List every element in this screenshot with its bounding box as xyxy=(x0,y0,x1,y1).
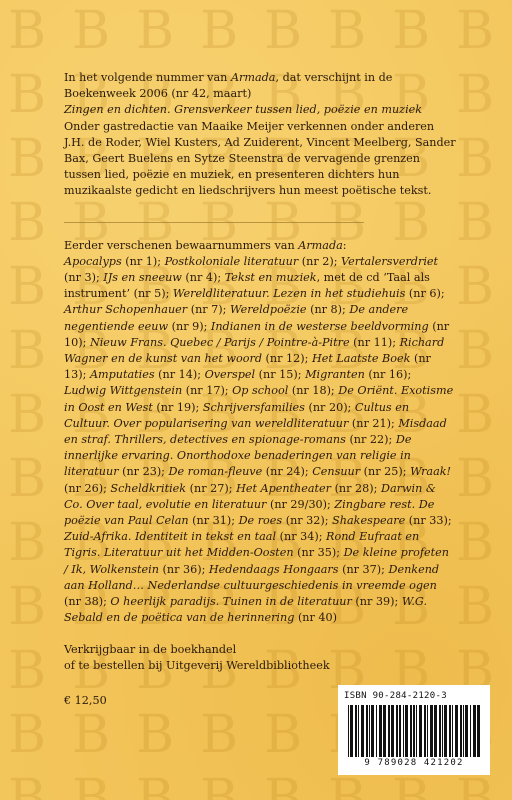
barcode-bar xyxy=(383,705,386,757)
issue-title: Wereldliteratuur. Lezen in het studiehuis xyxy=(172,287,406,301)
issue-number: (nr 25); xyxy=(360,465,411,479)
issue-number: (nr 28); xyxy=(331,481,381,495)
barcode-label xyxy=(338,685,490,775)
issue-title: Rond Eufraat en Tigris. Literatuur uit het Midden-Oosten xyxy=(64,530,420,560)
barcode-bar xyxy=(465,705,468,757)
availability-line: Verkrijgbaar in de boekhandel xyxy=(64,642,237,656)
issue-title: Censuur xyxy=(312,465,361,479)
barcode-bar xyxy=(379,705,382,757)
barcode-bar xyxy=(391,705,394,757)
barcode-bar xyxy=(358,705,359,757)
issue-title: De roes xyxy=(238,514,283,528)
issue-number: (nr 9); xyxy=(168,319,211,333)
issue-title: Nieuw Frans. Quebec / Parijs / Pointre-à-Pitre xyxy=(89,335,350,349)
issue-number: (nr 26); xyxy=(64,481,111,495)
text-column xyxy=(64,70,456,709)
issue-number: (nr 13); xyxy=(64,352,431,382)
barcode-bar xyxy=(473,705,476,757)
barcode-bar xyxy=(410,705,412,757)
barcode-bar xyxy=(477,705,480,757)
barcode-bar xyxy=(396,705,398,757)
barcode-bar xyxy=(455,705,458,757)
issue-number: (nr 3); xyxy=(64,271,104,285)
announcement-intro xyxy=(64,70,456,102)
issue-title: Scheldkritiek xyxy=(110,481,187,495)
divider xyxy=(64,222,364,223)
barcode-bar xyxy=(416,705,417,757)
intro-text: In het volgende nummer van xyxy=(64,71,231,84)
issue-number: (nr 31); xyxy=(188,514,239,528)
barcode-bar xyxy=(427,705,428,757)
issue-number: (nr 17); xyxy=(182,384,233,398)
issue-title: De Oriënt. Exotisme in Oost en West xyxy=(64,384,454,414)
barcode-bar xyxy=(348,705,349,757)
issue-number: (nr 37); xyxy=(338,562,389,576)
magazine-name: Armada xyxy=(230,71,276,84)
barcode-bar xyxy=(371,705,374,757)
issue-number: (nr 19); xyxy=(152,400,203,414)
issue-number: (nr 10); xyxy=(64,319,450,349)
issue-number: (nr 35); xyxy=(293,546,344,560)
issue-title: Migranten xyxy=(305,368,365,382)
barcode-bar xyxy=(439,705,441,757)
issue-title: Misdaad en straf. Thrillers, detectives en spionage-romans xyxy=(64,416,447,447)
issue-number: (nr 15); xyxy=(255,368,306,382)
issue-number: (nr 1); xyxy=(121,254,165,268)
issue-title: Op school xyxy=(232,384,289,398)
isbn-number: ISBN 90-284-2120-3 xyxy=(344,691,447,701)
barcode-bar xyxy=(442,705,443,757)
issue-title: Darwin & Co. Over taal, evolutie en literatuur xyxy=(64,481,436,511)
issue-number: (nr 33); xyxy=(405,514,452,528)
back-issues-list xyxy=(64,238,456,627)
issue-number: (nr 34); xyxy=(276,530,327,544)
issue-title: Hedendaags Hongaars xyxy=(208,562,339,576)
barcode-bar xyxy=(399,705,401,757)
barcode xyxy=(348,705,480,757)
issue-title: Het Laatste Boek xyxy=(311,352,411,366)
barcode-bar xyxy=(355,705,357,757)
barcode-bar xyxy=(405,705,408,757)
barcode-bar xyxy=(419,705,422,757)
issue-title: Indianen in de westerse beeldvorming xyxy=(210,319,429,333)
issue-title: Het Apentheater xyxy=(236,481,332,495)
issue-number: (nr 21); xyxy=(348,416,399,430)
issue-title: De roman-fleuve xyxy=(168,465,263,479)
issue-title: O heerlijk paradijs. Tuinen in de literatuur xyxy=(110,595,352,609)
issue-number: (nr 2); xyxy=(298,254,342,268)
issue-number: (nr 27); xyxy=(186,481,237,495)
issue-number: (nr 6); xyxy=(405,287,445,301)
next-issue-title: Zingen en dichten. Grensverkeer tussen lied, poëzie en muziek xyxy=(64,103,423,117)
issue-title: Denkend aan Holland… Nederlandse cultuurgeschiedenis in vreemde ogen xyxy=(64,562,440,592)
barcode-bar xyxy=(460,705,462,757)
barcode-bar xyxy=(434,705,437,757)
issue-number: (nr 39); xyxy=(351,595,402,609)
issue-number: (nr 18); xyxy=(288,384,339,398)
issue-number: (nr 36); xyxy=(158,562,209,576)
issue-title: Apocalyps xyxy=(64,254,122,268)
issue-title: Vertalersverdriet xyxy=(341,254,439,268)
issue-title: Arthur Schopenhauer xyxy=(64,303,188,317)
issue-number: (nr 23); xyxy=(118,465,169,479)
issue-title: Schrijversfamilies xyxy=(202,400,305,414)
barcode-bar xyxy=(470,705,471,757)
issue-number: (nr 40) xyxy=(294,611,338,625)
issue-number: (nr 24); xyxy=(262,465,313,479)
barcode-bar xyxy=(463,705,464,757)
issue-title: Ludwig Wittgenstein xyxy=(64,384,183,398)
issue-number: (nr 8); xyxy=(306,303,350,317)
issue-title: Cultus en Cultuur. Over popularisering van wereldliteratuur xyxy=(64,400,410,430)
availability-note xyxy=(64,642,456,674)
announcement-body: Onder gastredactie van Maaike Meijer verkennen onder anderen J.H. de Roder, Wiel Kusters, Ad Zuiderent, Vincent Meelberg, Sander Bax, Geert Buelens en Sytze Steenstra de vervagende grenzen tussen lied, poëzie en muziek, en presenteren dichters hun muzikaalste gedicht en liedschrijvers hun meest poëtische tekst. xyxy=(64,119,456,198)
heading-colon: : xyxy=(342,238,347,252)
issue-title: Zingbare rest. De poëzie van Paul Celan xyxy=(64,497,435,528)
issue-number: (nr 38); xyxy=(64,595,111,609)
issue-title: Postkoloniale literatuur xyxy=(164,254,299,268)
issue-title: Richard Wagner en de kunst van het woord xyxy=(64,335,445,366)
back-issues-heading: Eerder verschenen bewaarnummers van xyxy=(64,238,299,252)
issue-number: (nr 16); xyxy=(364,368,412,382)
intro-text-end: , dat verschijnt in de Boekenweek 2006 (nr 42, maart) xyxy=(64,71,393,101)
issue-number: (nr 32); xyxy=(282,514,333,528)
issue-number: (nr 4); xyxy=(181,271,225,285)
barcode-bar xyxy=(369,705,370,757)
barcode-bar xyxy=(424,705,426,757)
issue-number: (nr 20); xyxy=(304,400,355,414)
issue-title: Amputaties xyxy=(89,368,155,382)
barcode-bar xyxy=(376,705,377,757)
issue-title: De kleine profeten / Ik, Wolkenstein xyxy=(64,546,449,576)
issue-number: (nr 11); xyxy=(349,335,400,349)
barcode-bar xyxy=(361,705,364,757)
barcode-bar xyxy=(430,705,433,757)
availability-line: of te bestellen bij Uitgeverij Wereldbibliotheek xyxy=(64,658,330,672)
issue-number: (nr 22); xyxy=(345,433,396,447)
issue-title: W.G. Sebald en de poëtica van de herinnering xyxy=(64,595,428,625)
barcode-bar xyxy=(452,705,453,757)
issue-number: (nr 29/30); xyxy=(266,497,335,511)
issue-number: (nr 12); xyxy=(261,352,312,366)
barcode-bar xyxy=(388,705,390,757)
issue-title: Wraak! xyxy=(410,465,452,479)
barcode-bar xyxy=(403,705,404,757)
issue-title: Zuid-Afrika. Identiteit in tekst en taal xyxy=(64,530,277,544)
issue-title: De andere negentiende eeuw xyxy=(64,303,409,333)
price: € 12,50 xyxy=(64,693,107,707)
barcode-bar xyxy=(413,705,415,757)
magazine-name: Armada xyxy=(298,238,343,252)
issue-title: Shakespeare xyxy=(332,514,406,528)
issue-number: (nr 14); xyxy=(154,368,205,382)
issue-title: De innerlijke ervaring. Onorthodoxe benaderingen van religie in literatuur xyxy=(64,433,412,479)
issue-title: Wereldpoëzie xyxy=(230,303,307,317)
barcode-bar xyxy=(350,705,353,757)
barcode-bar xyxy=(449,705,451,757)
barcode-bar xyxy=(366,705,368,757)
issue-number: , met de cd ‘Taal als instrument’ (nr 5); xyxy=(64,271,430,301)
issue-title: Overspel xyxy=(204,368,256,382)
ean-number: 9 789028 421202 xyxy=(364,758,464,768)
barcode-bar xyxy=(444,705,447,757)
issues xyxy=(64,255,453,624)
issue-number: (nr 7); xyxy=(187,303,230,317)
issue-title: Tekst en muziek xyxy=(224,271,317,285)
issue-title: IJs en sneeuw xyxy=(103,271,182,285)
